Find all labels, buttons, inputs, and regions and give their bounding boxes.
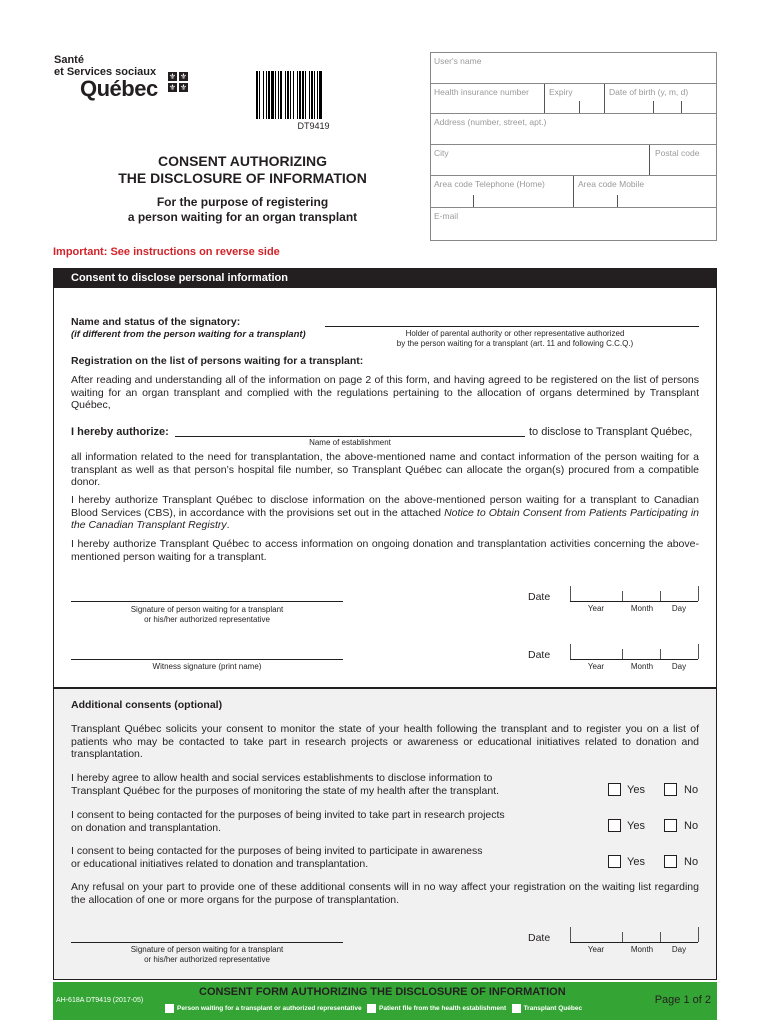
day-label-3: Day [671, 945, 687, 954]
question-3-line-2: or educational initiatives related to donation and transplantation. [71, 857, 369, 870]
registration-heading: Registration on the list of persons waiting for a transplant: [71, 355, 364, 367]
email-label: E-mail [434, 211, 459, 221]
logo-line-1: Santé [54, 54, 84, 66]
health-insurance-label: Health insurance number [434, 87, 529, 97]
subtitle-line-1: For the purpose of registering [156, 195, 329, 209]
date-label-3: Date [528, 932, 551, 944]
signatory-input-line[interactable] [325, 326, 699, 327]
date-input-1[interactable] [570, 601, 698, 602]
question-1-line-1: I hereby agree to allow health and social services establishments to disclose information to [71, 772, 493, 784]
telephone-mobile-label: Area code Mobile [578, 179, 645, 189]
signature-caption-2-line-1: Signature of person waiting for a transplant [130, 945, 284, 954]
q1-no-checkbox[interactable] [664, 783, 677, 796]
city-row[interactable] [431, 145, 716, 176]
email-field[interactable] [431, 208, 716, 241]
holder-caption [330, 329, 700, 349]
users-name-label: User's name [434, 56, 482, 66]
authorize-label: I hereby authorize: [71, 426, 169, 438]
month-label-2: Month [630, 662, 654, 671]
q3-yes-label: Yes [627, 856, 645, 868]
telephone-home-label: Area code Telephone (Home) [434, 179, 545, 189]
question-1-line-2: Transplant Québec for the purposes of monitoring the state of my health after the transplant. [71, 784, 500, 797]
month-label-3: Month [630, 945, 654, 954]
establishment-input-line[interactable] [175, 436, 525, 437]
telephone-row[interactable] [431, 176, 716, 208]
date-input-3[interactable] [570, 942, 698, 943]
signature-caption-2-line-2: or his/her authorized representative [144, 955, 270, 964]
consent-question-3 [71, 845, 591, 870]
page-number: Page 1 of 2 [654, 994, 711, 1006]
refusal-note: Any refusal on your part to provide one of these additional consents will in no way affect your registration on the waiting list regarding the allocation of one or more organs for the purpose of transplantation. [71, 881, 699, 906]
year-label-3: Year [587, 945, 605, 954]
q1-no-label: No [684, 784, 699, 796]
year-label-1: Year [587, 604, 605, 613]
city-label: City [434, 148, 449, 158]
signature-line-2[interactable] [71, 942, 343, 943]
address-label: Address (number, street, apt.) [434, 117, 547, 127]
question-2-line-2: on donation and transplantation. [71, 821, 222, 834]
month-label-1: Month [630, 604, 654, 613]
logo-line-2: et Services sociaux [54, 66, 157, 78]
holder-caption-line-1: Holder of parental authority or other representative authorized [405, 329, 625, 338]
copy-2-checkbox [367, 1004, 376, 1013]
quebec-logo [54, 54, 204, 99]
q2-no-label: No [684, 820, 699, 832]
barcode-bars [256, 71, 371, 119]
copy-1-label: Person waiting for a transplant or authorized representative [177, 1005, 362, 1013]
barcode-code: DT9419 [297, 121, 330, 131]
q1-yes-label: Yes [627, 784, 645, 796]
section-header-consent: Consent to disclose personal information [53, 268, 717, 288]
paragraph-1: all information related to the need for transplantation, the above-mentioned name and contact information of the person waiting for a transplant as well as that person’s hospital file number, so Transplant Québec can allocate the organ(s) procured from a compatible donor. [71, 451, 699, 488]
date-label-2: Date [528, 649, 551, 661]
additional-intro: Transplant Québec solicits your consent to monitor the state of your health following the transplant and to register you on a list of patients who may be contacted to take part in research projects or awareness or educational initiatives related to donation and transplantation. [71, 723, 699, 760]
q2-yes-checkbox[interactable] [608, 819, 621, 832]
copy-distribution [165, 1004, 582, 1013]
barcode [256, 71, 371, 131]
title-line-2: THE DISCLOSURE OF INFORMATION [118, 170, 367, 186]
postal-code-label: Postal code [655, 148, 700, 158]
signature-caption-1 [71, 605, 343, 625]
registration-text: After reading and understanding all of the information on page 2 of this form, and having agreed to be registered on the list of persons waiting for an organ transplant and complied with the regulations pertaining to the allocation of organs determined by Transplant Québec, [71, 374, 699, 411]
date-label-1: Date [528, 591, 551, 603]
title-line-1: CONSENT AUTHORIZING [157, 153, 328, 169]
notice-reference: Notice to Obtain Consent from Patients Participating in the Canadian Transplant Registry [71, 506, 699, 531]
q3-no-label: No [684, 856, 699, 868]
question-2-line-1: I consent to being contacted for the purposes of being invited to take part in research projects [71, 809, 505, 821]
q3-no-checkbox[interactable] [664, 855, 677, 868]
health-insurance-row[interactable] [431, 84, 716, 114]
expiry-label: Expiry [549, 87, 573, 97]
dob-label: Date of birth (y, m, d) [609, 87, 689, 97]
day-label-2: Day [671, 662, 687, 671]
signature-caption-2 [71, 945, 343, 965]
footer-title: CONSENT FORM AUTHORIZING THE DISCLOSURE OF INFORMATION [199, 986, 566, 998]
signature-line-1[interactable] [71, 601, 343, 602]
copy-3-checkbox [512, 1004, 521, 1013]
fleur-de-lis-flag-icon: ⚜ ⚜ ⚜ ⚜ [168, 72, 188, 92]
additional-consents-heading: Additional consents (optional) [71, 699, 223, 711]
paragraph-2 [71, 494, 699, 532]
year-label-2: Year [587, 662, 605, 671]
consent-question-1 [71, 772, 591, 797]
q1-yes-checkbox[interactable] [608, 783, 621, 796]
establishment-caption: Name of establishment [309, 438, 391, 447]
signatory-note: (if different from the person waiting for a transplant) [71, 329, 306, 340]
day-label-1: Day [671, 604, 687, 613]
address-field[interactable] [431, 114, 716, 145]
question-3-line-1: I consent to being contacted for the purposes of being invited to participate in awareness [71, 845, 483, 857]
paragraph-3: I hereby authorize Transplant Québec to access information on ongoing donation and transplantation activities concerning the above-mentioned person waiting for a transplant. [71, 538, 699, 563]
witness-caption: Witness signature (print name) [152, 662, 262, 671]
consent-question-2 [71, 809, 591, 834]
q3-yes-checkbox[interactable] [608, 855, 621, 868]
authorize-suffix: to disclose to Transplant Québec, [529, 426, 693, 438]
copy-3-label: Transplant Québec [523, 1005, 583, 1013]
signatory-label: Name and status of the signatory: [71, 316, 241, 328]
paragraph-2-end: . [226, 519, 230, 531]
paragraph-2-text: I hereby authorize Transplant Québec to disclose information on the above-mentioned person waiting for a transplant to Canadian Blood Services (CBS), in accordance with the provisions set out in the attached [71, 494, 699, 519]
form-title [60, 153, 425, 225]
copy-1-checkbox [165, 1004, 174, 1013]
witness-line[interactable] [71, 659, 343, 660]
logo-quebec: Québec [80, 76, 158, 101]
copy-2-label: Patient file from the health establishment [379, 1005, 507, 1013]
form-code: AH-618A DT9419 (2017-05) [56, 997, 144, 1004]
signature-caption-1-line-2: or his/her authorized representative [144, 615, 270, 624]
patient-info-box [430, 52, 717, 241]
q2-yes-label: Yes [627, 820, 645, 832]
form-footer [53, 982, 717, 1020]
important-notice: Important: See instructions on reverse side [53, 246, 280, 258]
date-input-2[interactable] [570, 659, 698, 660]
signature-caption-1-line-1: Signature of person waiting for a transplant [130, 605, 284, 614]
users-name-field[interactable] [431, 53, 716, 84]
subtitle-line-2: a person waiting for an organ transplant [127, 210, 358, 224]
q2-no-checkbox[interactable] [664, 819, 677, 832]
holder-caption-line-2: by the person waiting for a transplant (art. 11 and following C.C.Q.) [396, 339, 634, 348]
